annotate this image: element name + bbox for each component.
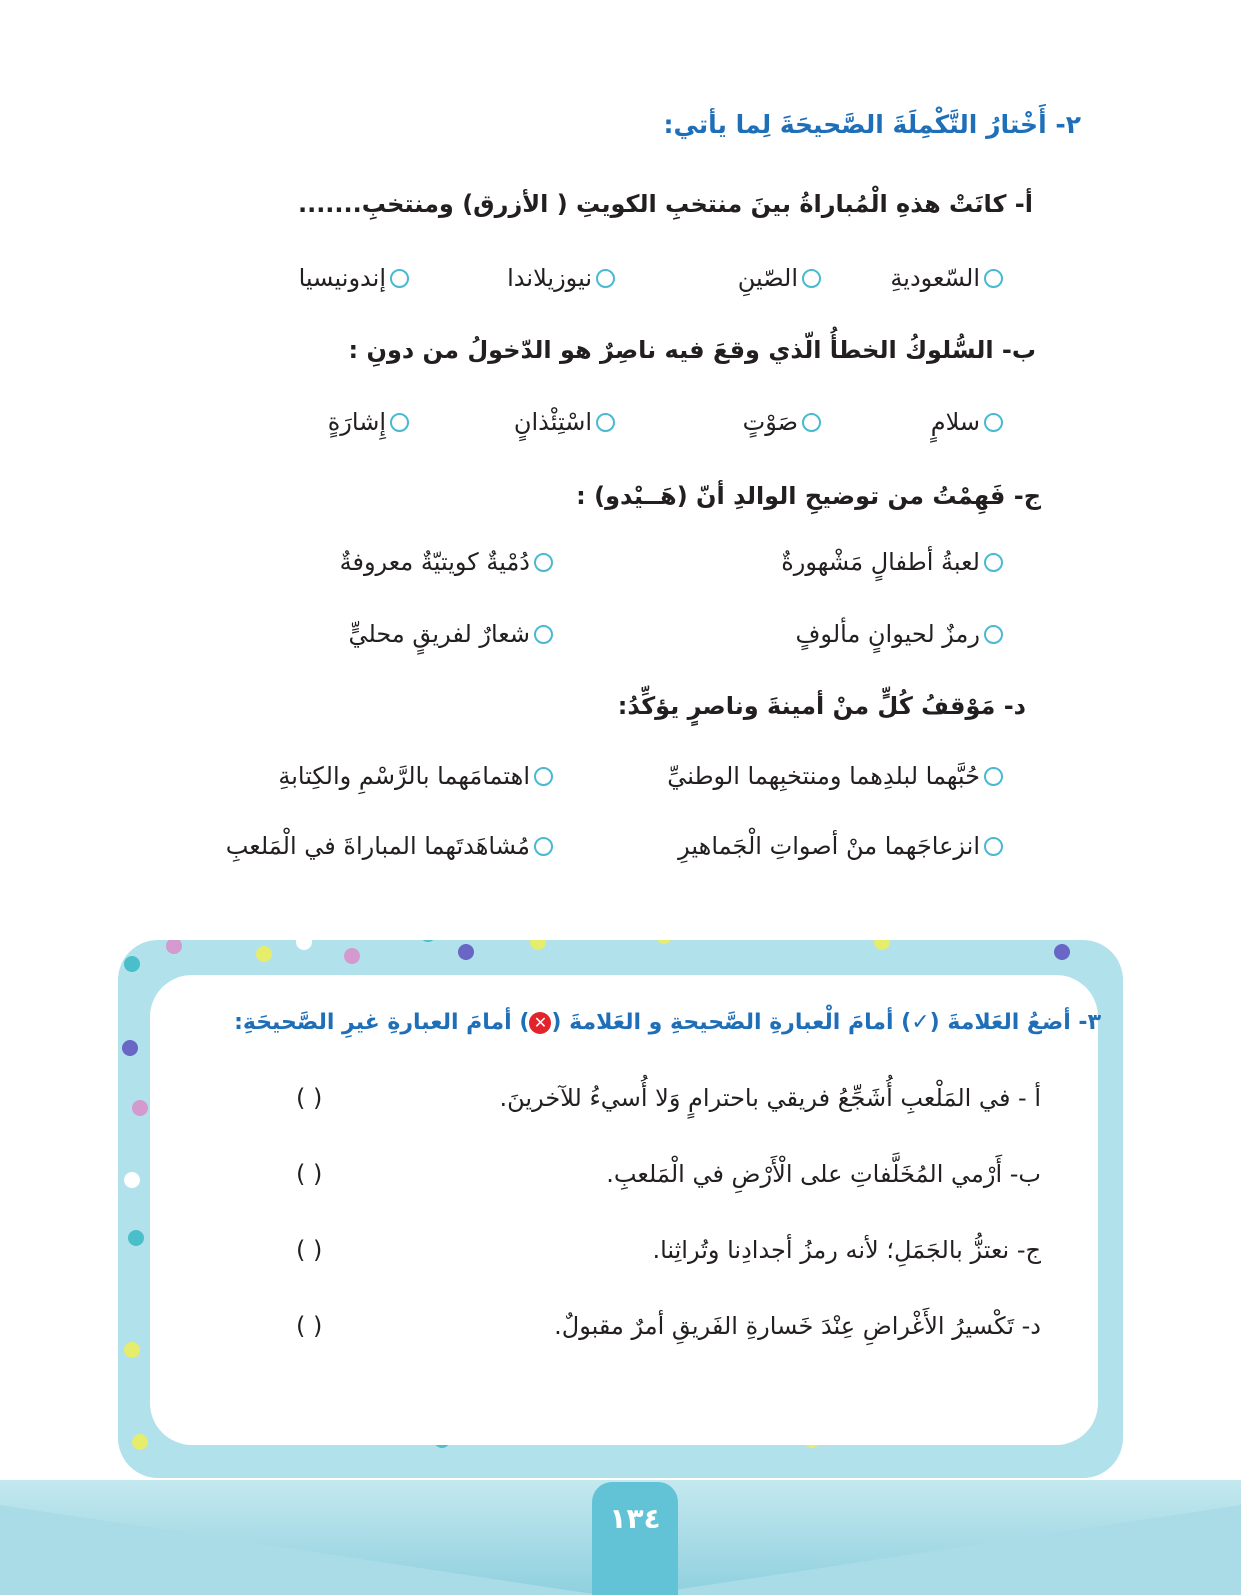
question-c: ج- فَهِمْتُ من توضيحِ الوالدِ أنّ (هَــيْدو) : [576,482,1041,510]
option-c-3[interactable]: رمزٌ لحيوانٍ مألوفٍ [796,620,1003,648]
answer-box-d[interactable]: ( ) [296,1312,323,1340]
question-d: د- مَوْقفُ كُلٍّ منْ أمينةَ وناصرٍ يؤكِّدُ: [617,692,1026,720]
check-icon: ✓ [911,1010,930,1035]
radio-icon[interactable] [984,553,1003,572]
option-b-4[interactable]: إِشارَةٍ [328,408,409,436]
radio-icon[interactable] [534,837,553,856]
answer-box-a[interactable]: ( ) [296,1084,323,1112]
confetti-dot [132,1434,148,1450]
exercise-card [150,975,1098,1445]
confetti-dot [296,940,312,950]
statement-d: د- تَكْسيرُ الأَغْراضِ عِنْدَ خَسارةِ الفَريقِ أمرٌ مقبولٌ. [554,1312,1041,1340]
answer-box-c[interactable]: ( ) [296,1236,323,1264]
option-c-2[interactable]: دُمْيةٌ كويتيّةٌ معروفةٌ [340,548,553,576]
option-a-1[interactable]: السّعوديةِ [890,264,1003,292]
confetti-dot [124,1172,140,1188]
option-a-4[interactable]: إندونيسيا [299,264,409,292]
confetti-dot [420,940,436,942]
confetti-dot [344,948,360,964]
radio-icon[interactable] [984,413,1003,432]
radio-icon[interactable] [984,767,1003,786]
page-number-tab [592,1482,678,1595]
radio-icon[interactable] [984,269,1003,288]
confetti-dot [1054,944,1070,960]
radio-icon[interactable] [802,413,821,432]
option-d-2[interactable]: اهتمامَهما بالرَّسْمِ والكِتابةِ [278,762,553,790]
confetti-dot [874,940,890,950]
confetti-dot [256,946,272,962]
radio-icon[interactable] [596,269,615,288]
answer-box-b[interactable]: ( ) [296,1160,323,1188]
option-d-4[interactable]: مُشاهَدتَهما المباراةَ في الْمَلعبِ [226,832,553,860]
page-number: ١٣٤ [609,1502,661,1535]
confetti-dot [128,1230,144,1246]
confetti-dot [122,1040,138,1056]
radio-icon[interactable] [984,837,1003,856]
radio-icon[interactable] [984,625,1003,644]
question-b: ب- السُّلوكُ الخطأُ الّذي وقعَ فيه ناصِرٌ هو الدّخولُ من دونِ : [348,336,1036,364]
x-mark-icon: ✕ [529,1012,551,1034]
radio-icon[interactable] [802,269,821,288]
radio-icon[interactable] [534,767,553,786]
confetti-dot [132,1100,148,1116]
confetti-dot [656,940,672,944]
radio-icon[interactable] [534,553,553,572]
footer-wedge-left [0,1505,600,1595]
confetti-dot [124,1342,140,1358]
option-b-1[interactable]: سلامٍ [931,408,1003,436]
footer-wedge-right [641,1505,1241,1595]
statement-c: ج- نعتزُّ بالجَمَلِ؛ لأنه رمزُ أجدادِنا وتُراثِنا. [652,1236,1041,1264]
option-d-3[interactable]: انزعاجَهما منْ أصواتِ الْجَماهيرِ [678,832,1003,860]
statement-b: ب- أَرْمي المُخَلَّفاتِ على الْأَرْضِ في الْمَلعبِ. [606,1160,1041,1188]
option-b-3[interactable]: اسْتِئْذانٍ [514,408,615,436]
radio-icon[interactable] [390,413,409,432]
radio-icon[interactable] [534,625,553,644]
option-c-1[interactable]: لعبةُ أطفالٍ مَشْهورةٌ [781,548,1003,576]
confetti-dot [124,956,140,972]
confetti-dot [458,944,474,960]
option-c-4[interactable]: شعارٌ لفريقٍ محليٍّ [348,620,553,648]
confetti-dot [166,940,182,954]
confetti-dot [530,940,546,950]
radio-icon[interactable] [596,413,615,432]
option-a-3[interactable]: نيوزيلاندا [507,264,615,292]
section2-title: ٢- أَخْتارُ التَّكْمِلَةَ الصَّحيحَةَ لِما يأتي: [663,110,1081,139]
section3-title: ٣- أضعُ العَلامةَ (✓) أمامَ الْعبارةِ الصَّحيحةِ و العَلامةَ (✕) أمامَ العبارةِ غيرِ الصَّحيحَةِ: [234,1010,1101,1035]
option-b-2[interactable]: صَوْتٍ [743,408,821,436]
radio-icon[interactable] [390,269,409,288]
question-a: أ- كانَتْ هذهِ الْمُباراةُ بينَ منتخبِ الكويتِ ( الأزرق) ومنتخبِ....... [297,190,1033,218]
option-d-1[interactable]: حُبَّهما لبلدِهما ومنتخبِهما الوطنيِّ [667,762,1003,790]
option-a-2[interactable]: الصّينِ [738,264,821,292]
statement-a: أ - في المَلْعبِ أُشَجِّعُ فريقي باحترامٍ وَلا أُسيءُ للآخرينَ. [499,1084,1041,1112]
